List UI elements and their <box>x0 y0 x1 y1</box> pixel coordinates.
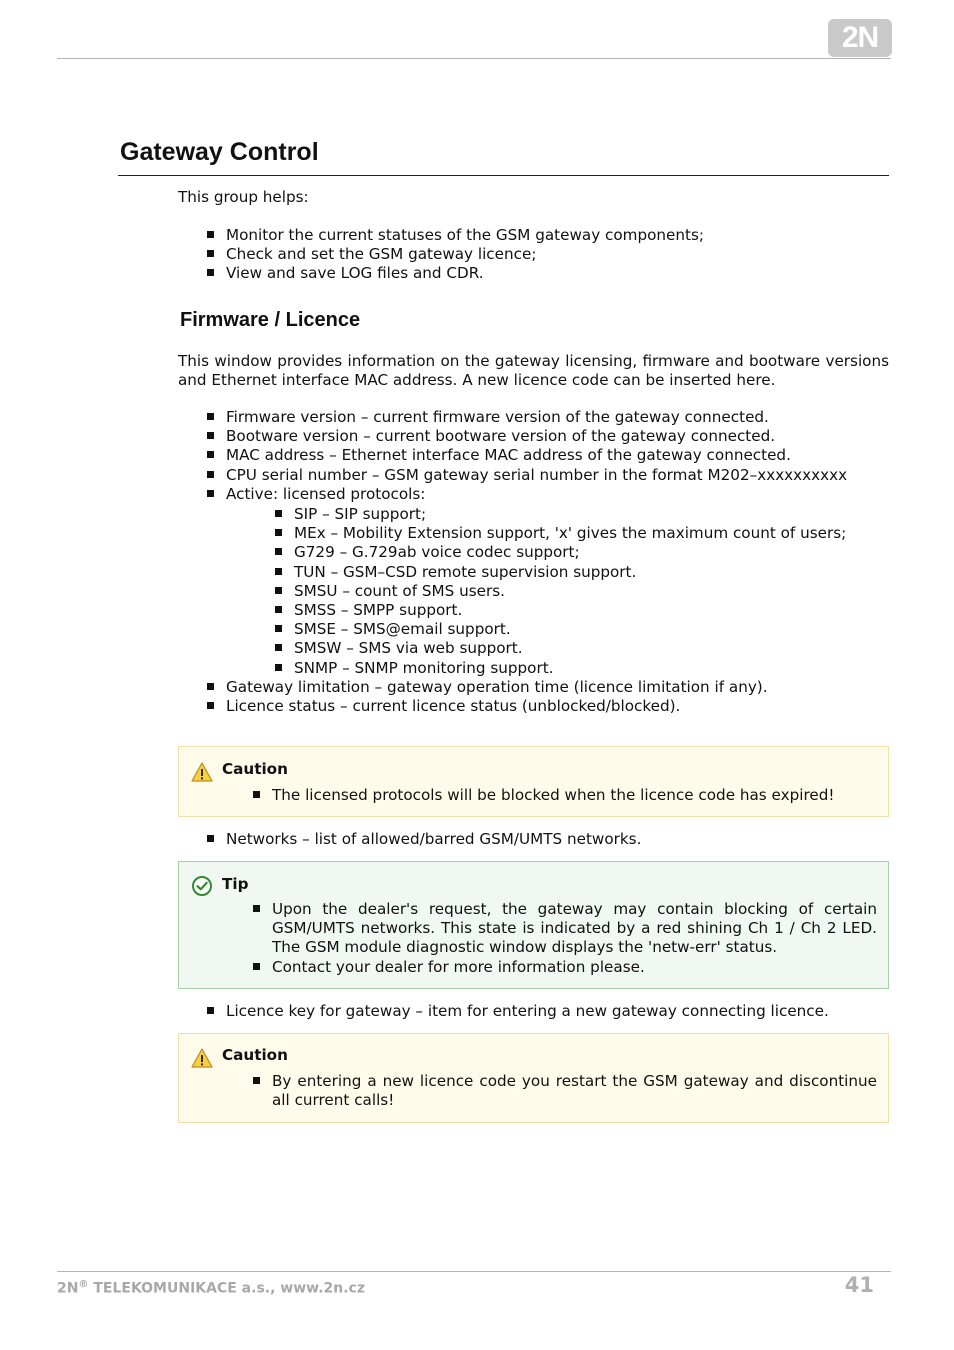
check-circle-icon <box>191 875 213 897</box>
intro-list <box>206 226 889 284</box>
list-item: Monitor the current statuses of the GSM gateway components; <box>206 226 889 245</box>
tip-item: Upon the dealer's request, the gateway may contain blocking of certain GSM/UMTS networks. This state is indicated by a red shining Ch 1 / Ch 2 LED. The GSM module diagnostic window displays the 'netw-err' status. <box>252 900 877 958</box>
protocol-item: SMSW – SMS via web support. <box>274 639 889 658</box>
list-item: Networks – list of allowed/barred GSM/UMTS networks. <box>206 830 889 849</box>
licence-key-list <box>206 1002 889 1021</box>
caution-box <box>178 746 889 817</box>
protocol-item: MEx – Mobility Extension support, 'x' gives the maximum count of users; <box>274 524 889 543</box>
protocol-item: G729 – G.729ab voice codec support; <box>274 543 889 562</box>
list-item: CPU serial number – GSM gateway serial number in the format M202–xxxxxxxxxx <box>206 466 889 485</box>
tip-list <box>252 900 877 977</box>
list-item: View and save LOG files and CDR. <box>206 264 889 283</box>
footer-brand: 2N <box>57 1280 79 1297</box>
list-item: Licence status – current licence status (unblocked/blocked). <box>206 697 889 716</box>
caution-title: Caution <box>222 760 288 778</box>
protocol-item: SMSU – count of SMS users. <box>274 582 889 601</box>
caution-list <box>252 786 876 805</box>
protocol-item: SNMP – SNMP monitoring support. <box>274 659 889 678</box>
section-title: Firmware / Licence <box>180 309 361 331</box>
list-item: Check and set the GSM gateway licence; <box>206 245 889 264</box>
protocol-item: TUN – GSM–CSD remote supervision support. <box>274 563 889 582</box>
title-rule <box>118 175 889 176</box>
warning-icon <box>191 1047 213 1069</box>
list-item: Licence key for gateway – item for entering a new gateway connecting licence. <box>206 1002 889 1021</box>
footer-rule <box>57 1271 891 1272</box>
caution-item: The licensed protocols will be blocked when the licence code has expired! <box>252 786 876 805</box>
protocol-item: SMSS – SMPP support. <box>274 601 889 620</box>
registered-mark: ® <box>78 1279 89 1290</box>
intro-text: This group helps: <box>178 188 309 206</box>
logo-text: 2N <box>841 21 879 54</box>
caution-list <box>252 1072 877 1110</box>
warning-icon <box>191 761 213 783</box>
list-item-protocols <box>206 485 889 678</box>
list-item: Gateway limitation – gateway operation time (licence limitation if any). <box>206 678 889 697</box>
tip-title: Tip <box>222 875 249 893</box>
protocol-item: SIP – SIP support; <box>274 505 889 524</box>
logo-2n <box>828 19 892 57</box>
page-number: 41 <box>844 1273 874 1297</box>
caution-item: By entering a new licence code you restart the GSM gateway and discontinue all current calls! <box>252 1072 877 1110</box>
list-item: Bootware version – current bootware version of the gateway connected. <box>206 427 889 446</box>
page-title: Gateway Control <box>120 138 319 166</box>
footer-company-name: TELEKOMUNIKACE a.s., www.2n.cz <box>88 1280 365 1297</box>
section-paragraph: This window provides information on the gateway licensing, firmware and bootware versions and Ethernet interface MAC address. A new licence code can be inserted here. <box>178 352 889 389</box>
field-list <box>206 408 889 716</box>
footer-company <box>57 1279 365 1297</box>
tip-box <box>178 861 889 989</box>
list-item-label: Active: licensed protocols: <box>226 484 426 503</box>
tip-item: Contact your dealer for more information please. <box>252 958 877 977</box>
header-rule <box>57 58 891 59</box>
networks-list <box>206 830 889 849</box>
list-item: MAC address – Ethernet interface MAC address of the gateway connected. <box>206 446 889 465</box>
protocol-item: SMSE – SMS@email support. <box>274 620 889 639</box>
caution-title: Caution <box>222 1046 288 1064</box>
protocol-list <box>226 505 889 678</box>
list-item: Firmware version – current firmware version of the gateway connected. <box>206 408 889 427</box>
caution-box <box>178 1033 889 1123</box>
